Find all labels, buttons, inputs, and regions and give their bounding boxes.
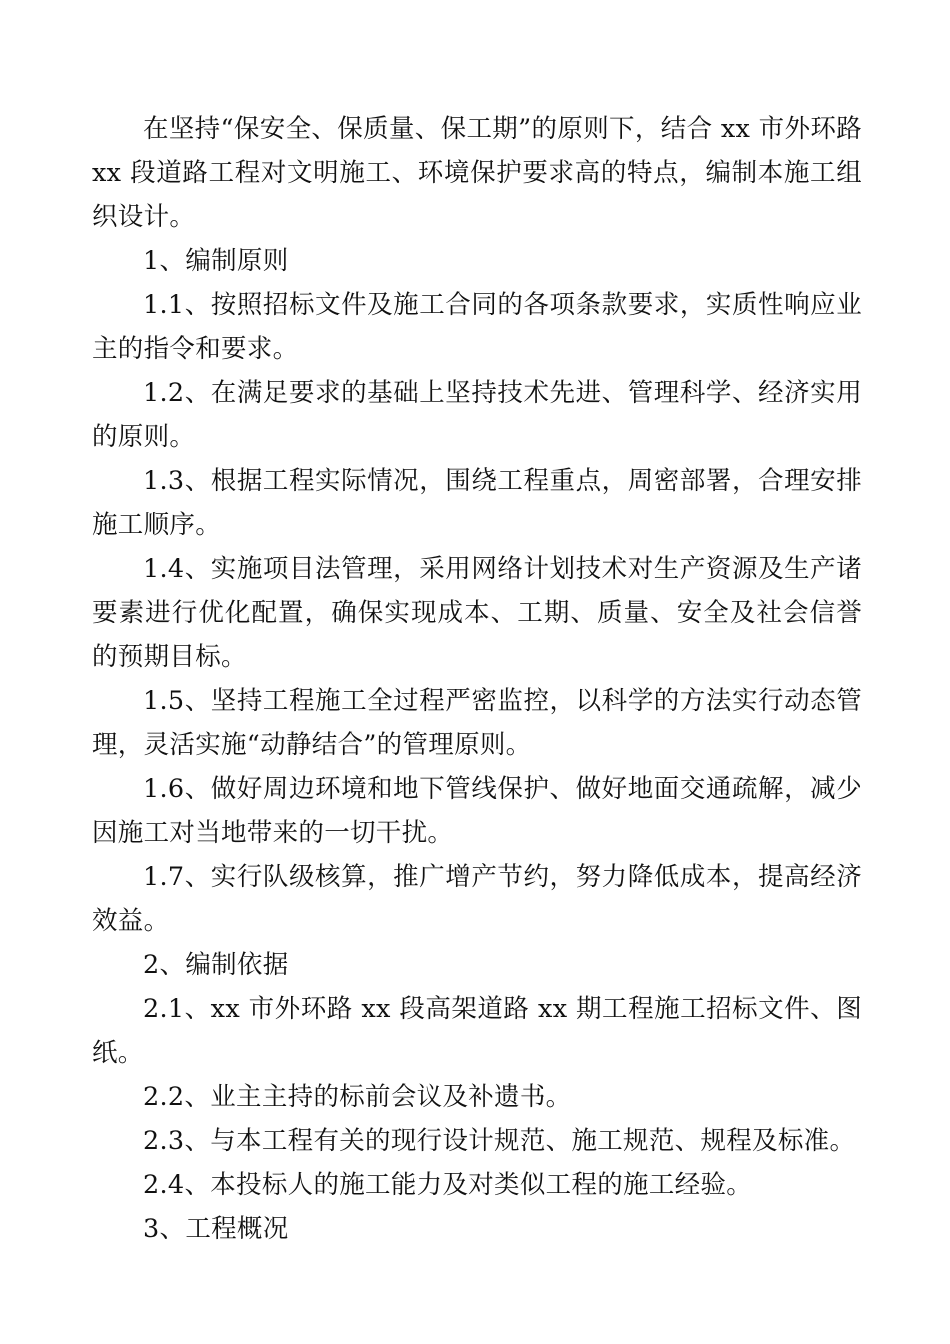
basis-item-2-1: 2.1、xx 市外环路 xx 段高架道路 xx 期工程施工招标文件、图纸。	[92, 994, 862, 1068]
basis-item-2-2: 2.2、业主主持的标前会议及补遗书。	[143, 1082, 572, 1112]
principle-item-1-2: 1.2、在满足要求的基础上坚持技术先进、管理科学、经济实用的原则。	[92, 378, 862, 452]
principle-item-1-4: 1.4、实施项目法管理，采用网络计划技术对生产资源及生产诸要素进行优化配置，确保实现成本、工期、质量、安全及社会信誉的预期目标。	[92, 554, 862, 672]
principle-item-1-6: 1.6、做好周边环境和地下管线保护、做好地面交通疏解，减少因施工对当地带来的一切干扰。	[92, 774, 862, 848]
basis-item-2-4: 2.4、本投标人的施工能力及对类似工程的施工经验。	[143, 1170, 753, 1200]
principle-item-1-5: 1.5、坚持工程施工全过程严密监控，以科学的方法实行动态管理，灵活实施“动静结合”的管理原则。	[92, 686, 862, 760]
section-heading-basis: 2、编制依据	[143, 950, 289, 980]
principle-item-1-7: 1.7、实行队级核算，推广增产节约，努力降低成本，提高经济效益。	[92, 862, 862, 936]
basis-item-2-3: 2.3、与本工程有关的现行设计规范、施工规范、规程及标准。	[143, 1126, 856, 1156]
principle-item-1-3: 1.3、根据工程实际情况，围绕工程重点，周密部署，合理安排施工顺序。	[92, 466, 862, 540]
section-heading-overview: 3、工程概况	[143, 1214, 289, 1244]
document-body	[92, 107, 862, 1251]
section-heading-principles: 1、编制原则	[143, 246, 289, 276]
intro-paragraph: 在坚持“保安全、保质量、保工期”的原则下，结合 xx 市外环路 xx 段道路工程对文明施工、环境保护要求高的特点，编制本施工组织设计。	[92, 114, 862, 232]
principle-item-1-1: 1.1、按照招标文件及施工合同的各项条款要求，实质性响应业主的指令和要求。	[92, 290, 862, 364]
